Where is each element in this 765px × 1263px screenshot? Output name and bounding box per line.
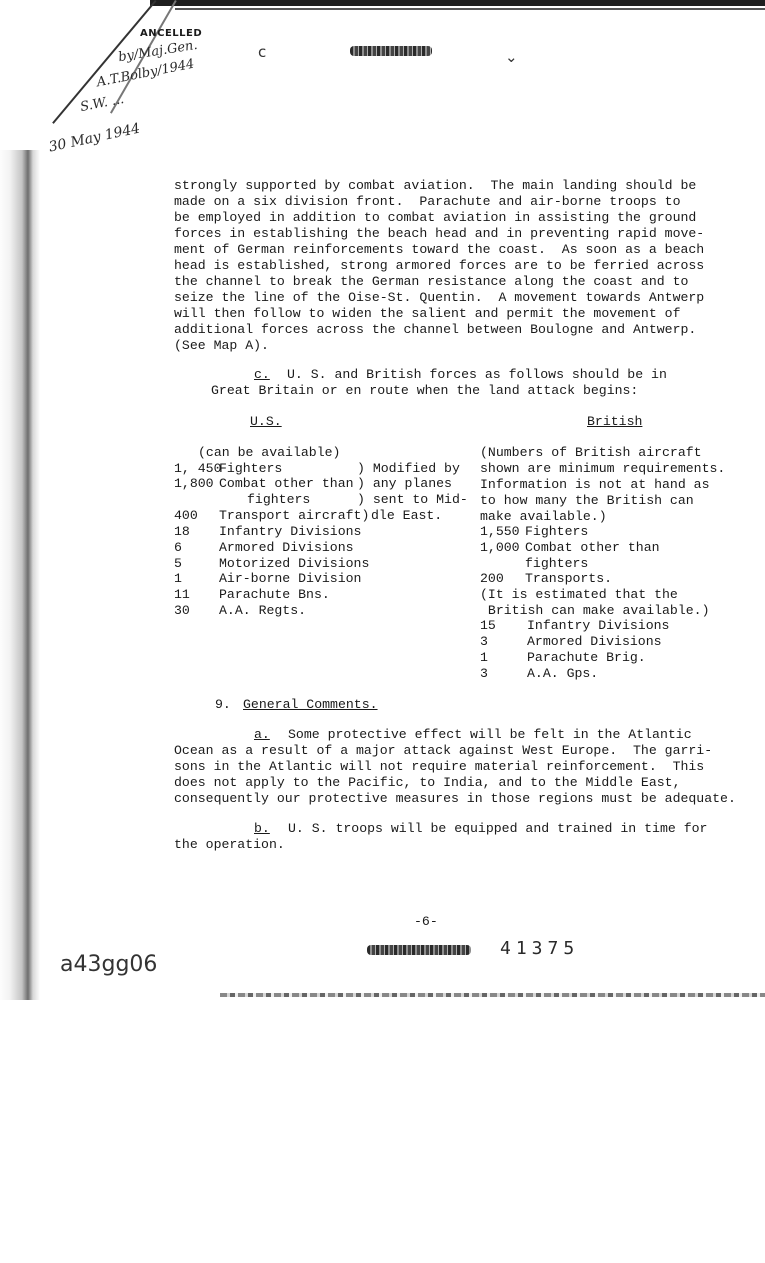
us-item: Fighters — [219, 461, 283, 476]
us-item: Motorized Divisions — [219, 556, 370, 571]
us-heading: U.S. — [250, 414, 282, 429]
intro-line: made on a six division front. Parachute and air-borne troops to — [174, 194, 681, 209]
us-qty: 5 — [174, 556, 182, 571]
british-note-line: shown are minimum requirements. — [480, 461, 726, 476]
british-qty: 1,000 — [480, 540, 520, 555]
handwritten-note: A.T.Bolby/1944 — [95, 56, 196, 91]
us-note: (can be available) — [198, 445, 341, 460]
handwritten-signature: S.W. ... — [78, 91, 126, 116]
scan-top-edge — [150, 0, 765, 6]
us-remark: dle East. — [371, 508, 443, 523]
british-note-line: Information is not at hand as — [480, 477, 710, 492]
para-a-line: does not apply to the Pacific, to India, and to the Middle East, — [174, 775, 681, 790]
british-heading: British — [587, 414, 643, 429]
para-a-letter: a. — [254, 727, 270, 742]
british-item: Parachute Brig. — [527, 650, 646, 665]
handwritten-note: by/Maj.Gen. — [117, 37, 199, 66]
para-b-line: U. S. troops will be equipped and trained in time for — [288, 821, 708, 836]
section-c-line: Great Britain or en route when the land attack begins: — [211, 383, 639, 398]
british-item: Armored Divisions — [527, 634, 662, 649]
us-item: A.A. Regts. — [219, 603, 307, 618]
intro-line: strongly supported by combat aviation. The main landing should be — [174, 178, 697, 193]
intro-line: forces in establishing the beach head and in preventing rapid move- — [174, 226, 705, 241]
british-qty: 3 — [480, 666, 488, 681]
para-a-line: Some protective effect will be felt in the Atlantic — [288, 727, 692, 742]
document-number: 41375 — [500, 938, 580, 959]
us-qty: 30 — [174, 603, 190, 618]
us-item: Air-borne Division — [219, 571, 362, 586]
intro-line: will then follow to widen the salient and permit the movement of — [174, 306, 681, 321]
british-qty: 3 — [480, 634, 488, 649]
para-a-line: sons in the Atlantic will not require material reinforcement. This — [174, 759, 705, 774]
intro-line: be employed in addition to combat aviation in assisting the ground — [174, 210, 697, 225]
british-note-line: make available.) — [480, 509, 607, 524]
classification-stamp: ANCELLED — [140, 28, 203, 39]
british-item: Combat other than — [525, 540, 660, 555]
intro-line: seize the line of the Oise-St. Quentin. A movement towards Antwerp — [174, 290, 705, 305]
section-9-title: General Comments. — [243, 697, 378, 712]
british-note-line: to how many the British can — [480, 493, 694, 508]
british-item: Transports. — [525, 571, 613, 586]
us-qty: 400 — [174, 508, 198, 523]
intro-line: head is established, strong armored forces are to be ferried across — [174, 258, 705, 273]
ink-mark: c — [258, 43, 267, 61]
british-item: fighters — [525, 556, 589, 571]
british-qty: 1,550 — [480, 524, 520, 539]
us-item: Armored Divisions — [219, 540, 354, 555]
british-qty: 200 — [480, 571, 504, 586]
us-item: Transport aircraft) — [219, 508, 370, 523]
us-qty: 1,800 — [174, 476, 214, 491]
us-remark: ) any planes — [357, 476, 452, 491]
us-item: Infantry Divisions — [219, 524, 362, 539]
british-item: Fighters — [525, 524, 589, 539]
ink-mark: ⌄ — [505, 48, 518, 66]
handwritten-date: 30 May 1944 — [47, 120, 142, 156]
british-qty: 1 — [480, 650, 488, 665]
us-item: Parachute Bns. — [219, 587, 330, 602]
para-a-line: Ocean as a result of a major attack against West Europe. The garri- — [174, 743, 713, 758]
page-number: -6- — [414, 914, 438, 929]
us-item: fighters — [247, 492, 311, 507]
para-b-line: the operation. — [174, 837, 285, 852]
redaction-stamp-top — [350, 46, 432, 56]
redaction-stamp-bottom — [367, 945, 471, 955]
british-note-line: (Numbers of British aircraft — [480, 445, 702, 460]
intro-line: (See Map A). — [174, 338, 269, 353]
para-a-line: consequently our protective measures in those regions must be adequate. — [174, 791, 736, 806]
us-item: Combat other than — [219, 476, 354, 491]
british-item: A.A. Gps. — [527, 666, 599, 681]
archive-handwritten-number: a43gg06 — [60, 952, 158, 977]
us-remark: ) Modified by — [357, 461, 460, 476]
scan-left-edge — [0, 150, 40, 1000]
scan-top-edge-line — [175, 8, 765, 10]
us-qty: 1 — [174, 571, 182, 586]
para-b-letter: b. — [254, 821, 270, 836]
section-c-letter: c. — [254, 367, 270, 382]
us-qty: 6 — [174, 540, 182, 555]
intro-line: additional forces across the channel between Boulogne and Antwerp. — [174, 322, 697, 337]
section-9-number: 9. — [215, 697, 231, 712]
us-qty: 1, 450 — [174, 461, 222, 476]
section-c-line: U. S. and British forces as follows should be in — [287, 367, 667, 382]
intro-line: the channel to break the German resistance along the coast and to — [174, 274, 689, 289]
us-qty: 18 — [174, 524, 190, 539]
scan-bottom-edge — [220, 993, 765, 997]
british-qty: 15 — [480, 618, 496, 633]
british-note2-line: British can make available.) — [480, 603, 710, 618]
british-item: Infantry Divisions — [527, 618, 670, 633]
intro-line: ment of German reinforcements toward the coast. As soon as a beach — [174, 242, 705, 257]
us-qty: 11 — [174, 587, 190, 602]
british-note2-line: (It is estimated that the — [480, 587, 678, 602]
us-remark: ) sent to Mid- — [357, 492, 468, 507]
